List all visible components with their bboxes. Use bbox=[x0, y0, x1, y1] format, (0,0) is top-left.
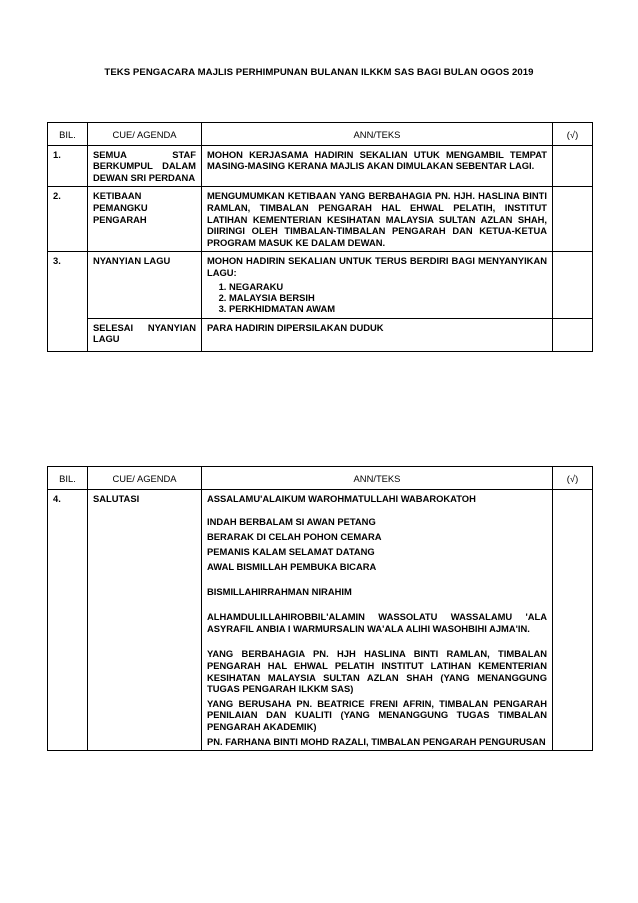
table-row bbox=[48, 187, 593, 252]
salutation-3: PN. FARHANA BINTI MOHD RAZALI, TIMBALAN PENGARAH PENGURUSAN bbox=[207, 735, 546, 747]
row-bil: 2. bbox=[48, 187, 88, 252]
header-row bbox=[48, 123, 593, 146]
row-cue: SALUTASI bbox=[88, 489, 202, 751]
pantun bbox=[207, 516, 547, 573]
row-ann bbox=[202, 489, 553, 751]
list-item: 1. NEGARAKU bbox=[229, 281, 547, 292]
pantun-line: PEMANIS KALAM SELAMAT DATANG bbox=[207, 546, 375, 558]
header-row bbox=[48, 467, 593, 490]
row-check-cell bbox=[553, 187, 593, 252]
row-check-cell bbox=[553, 489, 593, 751]
header-ann: ANN/TEKS bbox=[202, 467, 553, 490]
header-cue: CUE/ AGENDA bbox=[88, 123, 202, 146]
row-bil: 3. bbox=[48, 252, 88, 352]
row-cue: NYANYIAN LAGU bbox=[88, 252, 202, 318]
header-bil: BIL. bbox=[48, 467, 88, 490]
agenda-table-2 bbox=[47, 466, 593, 751]
list-item: 2. MALAYSIA BERSIH bbox=[229, 292, 547, 303]
pantun-line: AWAL BISMILLAH PEMBUKA BICARA bbox=[207, 561, 377, 573]
row-cue: KETIBAAN PEMANGKU PENGARAH bbox=[88, 187, 202, 252]
row-check-cell bbox=[553, 252, 593, 318]
greeting: ASSALAMU'ALAIKUM WAROHMATULLAHI WABAROKATOH bbox=[207, 492, 476, 504]
header-check: (√) bbox=[553, 467, 593, 490]
row-ann: PARA HADIRIN DIPERSILAKAN DUDUK bbox=[202, 318, 553, 351]
list-item: 3. PERKHIDMATAN AWAM bbox=[229, 303, 547, 314]
row-ann: MENGUMUMKAN KETIBAAN YANG BERBAHAGIA PN. HJH. HASLINA BINTI RAMLAN, TIMBALAN PENGARAH HAL EHWAL PELATIH, INSTITUT LATIHAN KEMENTERIAN KESIHATAN MALAYSIA SULTAN AZLAN SHAH, DIIRINGI OLEH TIMBALAN-TIMBALAN PENGARAH DAN KETUA-KETUA PROGRAM MASUK KE DALAM DEWAN. bbox=[202, 187, 553, 252]
bismillah: BISMILLAHIRRAHMAN NIRAHIM bbox=[207, 585, 352, 597]
row-bil: 4. bbox=[48, 489, 88, 751]
song-list bbox=[207, 281, 547, 315]
table-row bbox=[48, 252, 593, 318]
row-cue: SELESAI NYANYIAN LAGU bbox=[88, 318, 202, 351]
row-ann: MOHON KERJASAMA HADIRIN SEKALIAN UTUK MENGAMBIL TEMPAT MASING-MASING KERANA MAJLIS AKAN DIMULAKAN SEBENTAR LAGI. bbox=[202, 145, 553, 187]
row-check-cell bbox=[553, 318, 593, 351]
header-bil: BIL. bbox=[48, 123, 88, 146]
row-cue: SEMUA STAF BERKUMPUL DALAM DEWAN SRI PERDANA bbox=[88, 145, 202, 187]
pantun-line: INDAH BERBALAM SI AWAN PETANG bbox=[207, 516, 376, 528]
row-bil: 1. bbox=[48, 145, 88, 187]
table-row bbox=[48, 318, 593, 351]
agenda-table-1 bbox=[47, 122, 593, 352]
document-title: TEKS PENGACARA MAJLIS PERHIMPUNAN BULANAN ILKKM SAS BAGI BULAN OGOS 2019 bbox=[104, 67, 534, 78]
row-ann bbox=[202, 252, 553, 318]
song-intro: MOHON HADIRIN SEKALIAN UNTUK TERUS BERDIRI BAGI MENYANYIKAN LAGU: bbox=[207, 255, 547, 278]
alhamdulillah: ALHAMDULILLAHIROBBIL'ALAMIN WASSOLATU WASSALAMU 'ALA ASYRAFIL ANBIA I WARMURSALIN WA'ALA ALIHI WASOHBIHI AJMA'IN. bbox=[207, 611, 547, 634]
table-row bbox=[48, 145, 593, 187]
salutation-2: YANG BERUSAHA PN. BEATRICE FRENI AFRIN, TIMBALAN PENGARAH PENILAIAN DAN KUALITI (YANG MENANGGUNG TUGAS TIMBALAN PENGARAH AKADEMIK) bbox=[207, 697, 547, 732]
pantun-line: BERARAK DI CELAH POHON CEMARA bbox=[207, 531, 382, 543]
row-check-cell bbox=[553, 145, 593, 187]
header-check: (√) bbox=[553, 123, 593, 146]
salutation-1: YANG BERBAHAGIA PN. HJH HASLINA BINTI RAMLAN, TIMBALAN PENGARAH HAL EHWAL PELATIH INSTITUT LATIHAN KEMENTERIAN KESIHATAN MALAYSIA SULTAN AZLAN SHAH (YANG MENANGGUNG TUGAS PENGARAH ILKKM SAS) bbox=[207, 648, 547, 695]
table-row bbox=[48, 489, 593, 751]
header-ann: ANN/TEKS bbox=[202, 123, 553, 146]
header-cue: CUE/ AGENDA bbox=[88, 467, 202, 490]
